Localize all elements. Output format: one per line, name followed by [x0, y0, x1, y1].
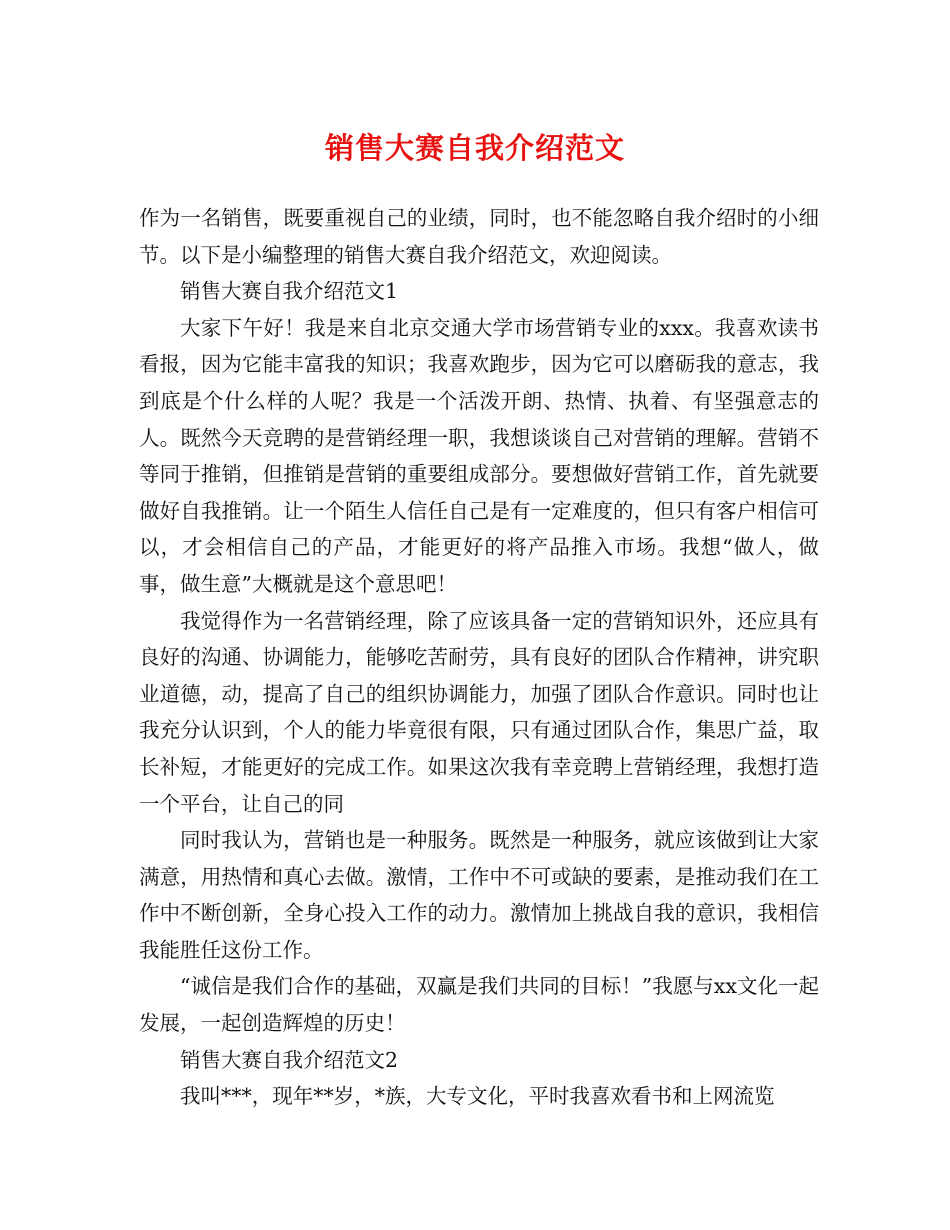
- paragraph: 同时我认为，营销也是一种服务。既然是一种服务，就应该做到让大家满意，用热情和真心去做。激情，工作中不可或缺的要素，是推动我们在工作中不断创新，全身心投入工作的动力。激情加上挑战自我的意识，我相信我能胜任这份工作。: [139, 828, 819, 962]
- paragraph: 我觉得作为一名营销经理，除了应该具备一定的营销知识外，还应具有良好的沟通、协调能力，能够吃苦耐劳，具有良好的团队合作精神，讲究职业道德，动，提高了自己的组织协调能力，加强了团队合作意识。同时也让我充分认识到，个人的能力毕竟很有限，只有通过团队合作，集思广益，取长补短，才能更好的完成工作。如果这次我有幸竞聘上营销经理，我想打造一个平台，让自己的同: [139, 608, 819, 816]
- paragraph: 大家下午好！我是来自北京交通大学市场营销专业的xxx。我喜欢读书看报，因为它能丰富我的知识；我喜欢跑步，因为它可以磨砺我的意志，我到底是个什么样的人呢？我是一个活泼开朗、热情、执着、有坚强意志的人。既然今天竞聘的是营销经理一职，我想谈谈自己对营销的理解。营销不等同于推销，但推销是营销的重要组成部分。要想做好营销工作，首先就要做好自我推销。让一个陌生人信任自己是有一定难度的，但只有客户相信可以，才会相信自己的产品，才能更好的将产品推入市场。我想“做人，做事，做生意”大概就是这个意思吧！: [139, 315, 819, 596]
- paragraph-quote: “诚信是我们合作的基础，双赢是我们共同的目标！”我愿与xx文化一起发展，一起创造辉煌的历史！: [139, 974, 819, 1036]
- document-body: [139, 200, 819, 1115]
- section-heading-2: 销售大赛自我介绍范文2: [180, 1047, 399, 1072]
- section-heading-1: 销售大赛自我介绍范文1: [180, 279, 399, 304]
- paragraph: 我叫***，现年**岁，*族，大专文化，平时我喜欢看书和上网流览: [180, 1084, 775, 1109]
- paragraph-intro: 作为一名销售，既要重视自己的业绩，同时，也不能忽略自我介绍时的小细节。以下是小编整理的销售大赛自我介绍范文，欢迎阅读。: [139, 206, 819, 267]
- document-title: 销售大赛自我介绍范文: [324, 131, 625, 165]
